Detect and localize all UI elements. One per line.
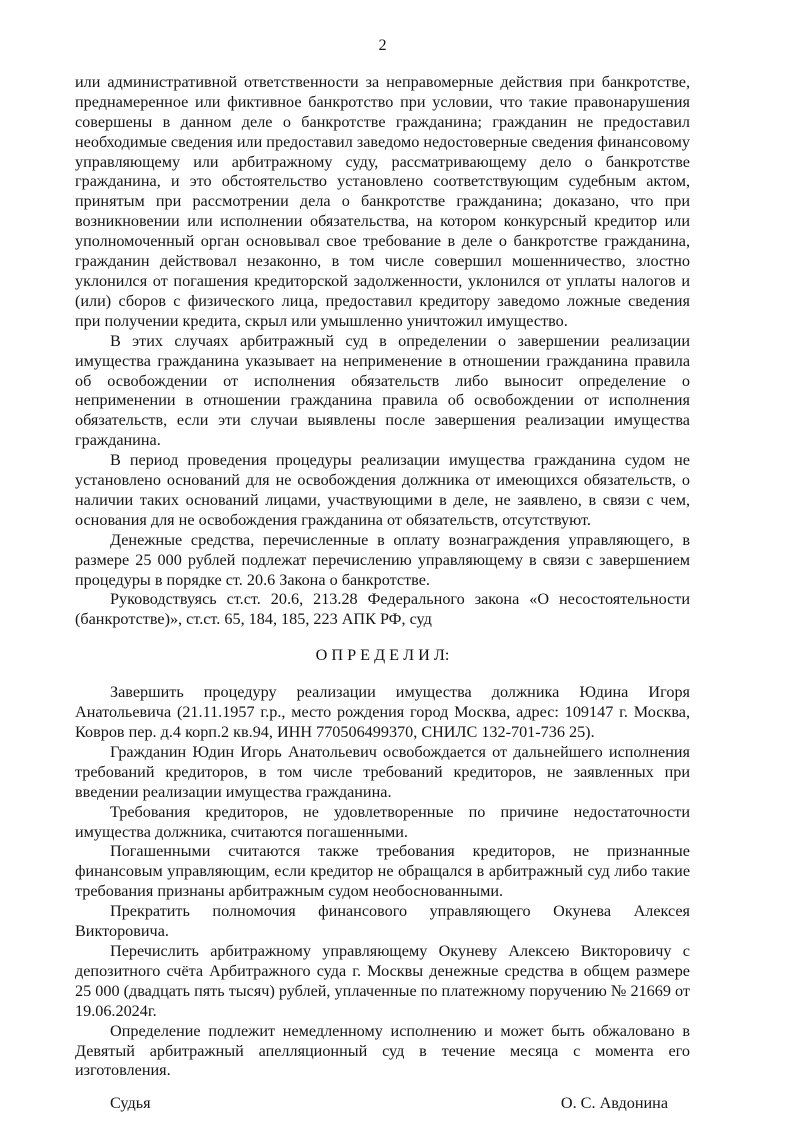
paragraph: Определение подлежит немедленному исполнению и может быть обжаловано в Девятый арбитражный апелляционный суд в течение месяца с момента его изготовления. — [75, 1021, 690, 1080]
page-number: 2 — [378, 36, 387, 54]
signature-row — [75, 1094, 690, 1114]
paragraph: Руководствуясь ст.ст. 20.6, 213.28 Федерального закона «О несостоятельности (банкротстве)», ст.ст. 65, 184, 185, 223 АПК РФ, суд — [75, 590, 690, 629]
paragraph: Требования кредиторов, не удовлетворенные по причине недостаточности имущества должника, считаются погашенными. — [75, 802, 690, 841]
signature-role: Судья — [110, 1094, 151, 1113]
document-body — [75, 73, 690, 1081]
paragraph: Перечислить арбитражному управляющему Окуневу Алексею Викторовичу с депозитного счёта Арбитражного суда г. Москвы денежные средства в общем размере 25 000 (двадцать пять тысяч) рублей, уплаченные по платежному поручению № 21669 от 19.06.2024г. — [75, 941, 690, 1020]
paragraph: или административной ответственности за неправомерные действия при банкротстве, преднамеренное или фиктивное банкротство при условии, что такие правонарушения совершены в данном деле о банкротстве гражданина; гражданин не предоставил необходимые сведения или предоставил заведомо недостоверные сведения финансовому управляющему или арбитражному суду, рассматривающему дело о банкротстве гражданина, и это обстоятельство установлено соответствующим судебным актом, принятым при рассмотрении дела о банкротстве гражданина; доказано, что при возникновении или исполнении обязательства, на котором конкурсный кредитор или уполномоченный орган основывал свое требование в деле о банкротстве гражданина, гражданин действовал незаконно, в том числе совершил мошенничество, злостно уклонился от погашения кредиторской задолженности, уклонился от уплаты налогов и (или) сборов с физического лица, предоставил кредитору заведомо ложные сведения при получении кредита, скрыл или умышленно уничтожил имущество. — [75, 72, 690, 330]
paragraph: В этих случаях арбитражный суд в определении о завершении реализации имущества гражданина указывает на неприменение в отношении гражданина правила об освобождении от исполнения обязательств либо выносит определение о неприменении в отношении гражданина правила об освобождении от исполнения обязательств, если эти случаи выявлены после завершения реализации имущества гражданина. — [75, 331, 690, 450]
paragraph: Прекратить полномочия финансового управляющего Окунева Алексея Викторовича. — [75, 902, 690, 941]
signature-name: О. С. Авдонина — [560, 1094, 668, 1113]
paragraph: Денежные средства, перечисленные в оплату вознаграждения управляющего, в размере 25 000 рублей подлежат перечислению управляющему в связи с завершением процедуры в порядке ст. 20.6 Закона о банкротстве. — [75, 530, 690, 589]
paragraph: Гражданин Юдин Игорь Анатольевич освобождается от дальнейшего исполнения требований кредиторов, в том числе требований кредиторов, не заявленных при введении реализации имущества гражданина. — [75, 742, 690, 801]
paragraph: В период проведения процедуры реализации имущества гражданина судом не установлено оснований для не освобождения должника от имеющихся обязательств, о наличии таких оснований лицами, участвующими в деле, не заявлено, в связи с чем, основания для не освобождения гражданина от обязательств, отсутствуют. — [75, 451, 690, 529]
paragraph: Завершить процедуру реализации имущества должника Юдина Игоря Анатольевича (21.11.1957 г.р., место рождения город Москва, адрес: 109147 г. Москва, Ковров пер. д.4 корп.2 кв.94, ИНН 770506499370, СНИЛС 132-701-736 25). — [75, 683, 690, 741]
section-heading: О П Р Е Д Е Л И Л: — [315, 646, 450, 665]
paragraph: Погашенными считаются также требования кредиторов, не признанные финансовым управляющим, если кредитор не обращался в арбитражный суд либо такие требования признаны арбитражным судом необоснованными. — [75, 842, 690, 901]
